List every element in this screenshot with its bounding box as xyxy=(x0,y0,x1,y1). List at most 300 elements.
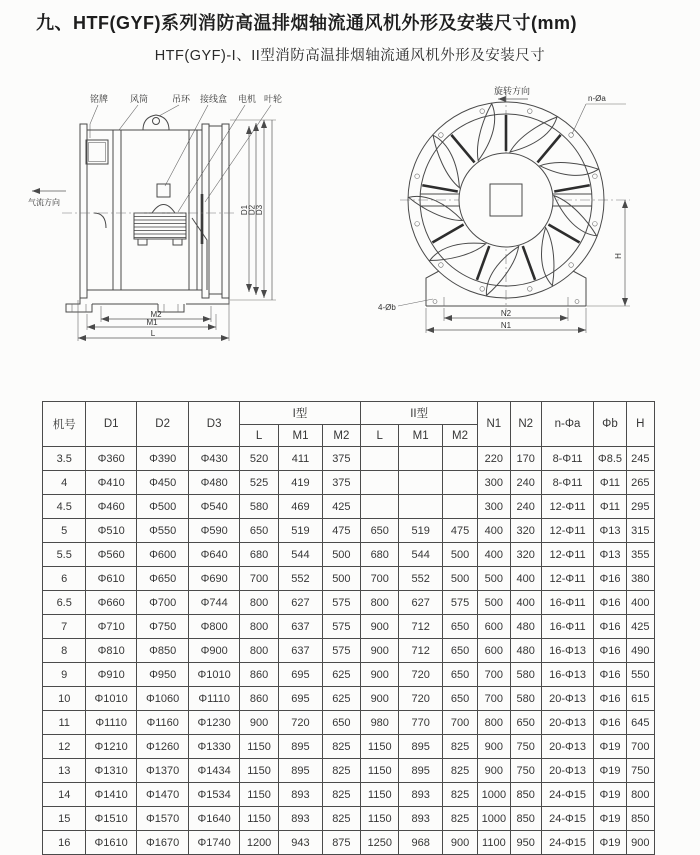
table-cell: 5 xyxy=(43,519,86,543)
table-cell: 800 xyxy=(478,711,510,735)
table-cell: 637 xyxy=(279,639,322,663)
table-cell xyxy=(399,447,442,471)
table-cell: 500 xyxy=(442,567,477,591)
table-cell: Φ19 xyxy=(594,807,626,831)
table-cell: Φ1110 xyxy=(189,687,239,711)
table-cell: Φ510 xyxy=(86,519,136,543)
table-cell: 519 xyxy=(279,519,322,543)
table-cell: 552 xyxy=(399,567,442,591)
header-l-1: L xyxy=(239,425,278,447)
table-cell: 1150 xyxy=(239,759,278,783)
table-cell: 475 xyxy=(442,519,477,543)
table-cell: Φ600 xyxy=(136,543,189,567)
table-cell: 893 xyxy=(399,807,442,831)
table-cell: Φ650 xyxy=(136,567,189,591)
table-cell: 650 xyxy=(361,519,399,543)
table-cell: Φ1570 xyxy=(136,807,189,831)
label-impeller: 叶轮 xyxy=(264,94,283,104)
table-cell: Φ540 xyxy=(189,495,239,519)
table-cell: 240 xyxy=(510,471,541,495)
table-cell: Φ750 xyxy=(136,615,189,639)
table-cell: Φ13 xyxy=(594,543,626,567)
table-cell: 900 xyxy=(361,639,399,663)
table-cell: 825 xyxy=(322,735,360,759)
dimension-table xyxy=(42,401,655,855)
table-cell: Φ460 xyxy=(86,495,136,519)
header-m2-1: M2 xyxy=(322,425,360,447)
table-cell: 320 xyxy=(510,543,541,567)
table-cell: 1200 xyxy=(239,831,278,855)
table-row xyxy=(43,567,655,591)
table-cell: Φ910 xyxy=(86,663,136,687)
table-cell xyxy=(361,471,399,495)
table-cell: 750 xyxy=(510,735,541,759)
table-cell: 1100 xyxy=(478,831,510,855)
table-cell: 627 xyxy=(399,591,442,615)
table-cell: 16-Φ11 xyxy=(541,591,594,615)
table-cell: 519 xyxy=(399,519,442,543)
table-cell: Φ660 xyxy=(86,591,136,615)
table-cell: Φ560 xyxy=(86,543,136,567)
table-cell: Φ710 xyxy=(86,615,136,639)
table-cell: 16-Φ13 xyxy=(541,663,594,687)
table-cell xyxy=(442,495,477,519)
table-body xyxy=(43,447,655,855)
table-row xyxy=(43,711,655,735)
mounting-feet xyxy=(66,298,229,312)
table-cell: 1150 xyxy=(239,783,278,807)
table-cell: 4 xyxy=(43,471,86,495)
dim-n2: N2 xyxy=(500,309,512,318)
table-cell: 645 xyxy=(626,711,654,735)
table-cell: 750 xyxy=(510,759,541,783)
table-cell: 24-Φ15 xyxy=(541,831,594,855)
table-cell: 6.5 xyxy=(43,591,86,615)
table-cell: 580 xyxy=(510,663,541,687)
header-m2-2: M2 xyxy=(442,425,477,447)
table-cell: Φ1230 xyxy=(189,711,239,735)
label-casing: 风筒 xyxy=(130,94,149,104)
table-cell: 895 xyxy=(399,759,442,783)
table-cell: 500 xyxy=(478,567,510,591)
table-cell: Φ390 xyxy=(136,447,189,471)
header-na: n-Φa xyxy=(541,402,594,447)
table-cell: 800 xyxy=(361,591,399,615)
table-cell: 1150 xyxy=(239,735,278,759)
table-cell: 16 xyxy=(43,831,86,855)
nameplate xyxy=(86,140,108,164)
table-cell: 7 xyxy=(43,615,86,639)
table-cell: 6 xyxy=(43,567,86,591)
table-cell: 1150 xyxy=(361,807,399,831)
table-cell: 300 xyxy=(478,471,510,495)
table-cell: 900 xyxy=(478,735,510,759)
page-title: 九、HTF(GYF)系列消防高温排烟轴流通风机外形及安装尺寸(mm) xyxy=(36,13,577,33)
table-cell: 950 xyxy=(510,831,541,855)
table-cell: 700 xyxy=(361,567,399,591)
table-cell: Φ11 xyxy=(594,495,626,519)
table-cell: Φ1010 xyxy=(189,663,239,687)
table-cell: Φ1010 xyxy=(86,687,136,711)
table-cell: 650 xyxy=(510,711,541,735)
table-cell: Φ11 xyxy=(594,471,626,495)
table-row xyxy=(43,831,655,855)
table-cell: 375 xyxy=(322,471,360,495)
table-cell: 1000 xyxy=(478,807,510,831)
table-cell: 500 xyxy=(442,543,477,567)
table-cell: 575 xyxy=(442,591,477,615)
table-cell: 850 xyxy=(510,783,541,807)
dim-n1: N1 xyxy=(500,321,512,330)
table-cell: 375 xyxy=(322,447,360,471)
table-cell: Φ1640 xyxy=(189,807,239,831)
table-cell: 10 xyxy=(43,687,86,711)
table-cell: Φ16 xyxy=(594,711,626,735)
header-d2: D2 xyxy=(136,402,189,447)
table-row xyxy=(43,663,655,687)
table-cell: 400 xyxy=(510,591,541,615)
table-cell: 850 xyxy=(626,807,654,831)
table-cell: 695 xyxy=(279,663,322,687)
header-n2: N2 xyxy=(510,402,541,447)
table-cell: 8 xyxy=(43,639,86,663)
rotation-direction xyxy=(494,85,530,99)
table-cell: 627 xyxy=(279,591,322,615)
drawing-caption: HTF(GYF)-I、II型消防高温排烟轴流通风机外形及安装尺寸 xyxy=(154,48,546,64)
table-cell: Φ16 xyxy=(594,567,626,591)
table-cell xyxy=(399,471,442,495)
table-cell: 419 xyxy=(279,471,322,495)
table-cell: 720 xyxy=(279,711,322,735)
table-cell: 968 xyxy=(399,831,442,855)
motor xyxy=(134,213,186,245)
table-cell: Φ1160 xyxy=(136,711,189,735)
header-l-2: L xyxy=(361,425,399,447)
table-cell: 650 xyxy=(442,615,477,639)
junction-box xyxy=(157,184,170,197)
table-cell: Φ810 xyxy=(86,639,136,663)
table-cell: 400 xyxy=(478,519,510,543)
table-cell: Φ16 xyxy=(594,687,626,711)
table-cell: 5.5 xyxy=(43,543,86,567)
table-cell: Φ1740 xyxy=(189,831,239,855)
table-cell: 800 xyxy=(239,615,278,639)
label-lifting-ring: 吊环 xyxy=(172,94,191,104)
table-cell: 712 xyxy=(399,639,442,663)
table-cell: Φ450 xyxy=(136,471,189,495)
base-dimensions xyxy=(426,308,586,333)
table-cell: 700 xyxy=(442,711,477,735)
table-cell: 265 xyxy=(626,471,654,495)
table-cell: 8-Φ11 xyxy=(541,471,594,495)
table-cell: 4.5 xyxy=(43,495,86,519)
table-row xyxy=(43,615,655,639)
table-cell: 860 xyxy=(239,663,278,687)
table-cell: 712 xyxy=(399,615,442,639)
dimension-table-wrap xyxy=(42,401,655,855)
lifting-ring xyxy=(153,118,160,125)
table-cell: 900 xyxy=(361,687,399,711)
table-row xyxy=(43,519,655,543)
table-cell: 425 xyxy=(322,495,360,519)
airflow-direction xyxy=(28,191,66,207)
table-cell: Φ1470 xyxy=(136,783,189,807)
table-cell: 650 xyxy=(442,663,477,687)
side-view-drawing xyxy=(26,86,340,360)
rotation-label: 旋转方向 xyxy=(493,86,531,96)
table-cell: 680 xyxy=(239,543,278,567)
table-cell: 825 xyxy=(442,759,477,783)
table-cell: 720 xyxy=(399,663,442,687)
table-cell: 12-Φ11 xyxy=(541,567,594,591)
table-cell: 20-Φ13 xyxy=(541,759,594,783)
header-d1: D1 xyxy=(86,402,136,447)
table-cell: 1150 xyxy=(361,735,399,759)
table-cell: 170 xyxy=(510,447,541,471)
table-cell: 825 xyxy=(322,759,360,783)
table-cell: 575 xyxy=(322,615,360,639)
table-cell: 15 xyxy=(43,807,86,831)
table-cell: Φ1534 xyxy=(189,783,239,807)
table-cell: 295 xyxy=(626,495,654,519)
table-cell: 550 xyxy=(626,663,654,687)
table-cell: 850 xyxy=(510,807,541,831)
table-cell: 943 xyxy=(279,831,322,855)
table-cell: 615 xyxy=(626,687,654,711)
header-m1-2: M1 xyxy=(399,425,442,447)
table-cell: Φ19 xyxy=(594,759,626,783)
label-junction-box: 接线盒 xyxy=(200,94,228,104)
table-cell: 650 xyxy=(239,519,278,543)
table-row xyxy=(43,807,655,831)
table-cell: Φ8.5 xyxy=(594,447,626,471)
table-cell: 700 xyxy=(626,735,654,759)
flange-holes-callout xyxy=(572,94,626,134)
table-cell: 825 xyxy=(442,783,477,807)
table-cell: 240 xyxy=(510,495,541,519)
table-cell: Φ16 xyxy=(594,615,626,639)
table-cell: 575 xyxy=(322,639,360,663)
table-cell: 825 xyxy=(322,783,360,807)
table-cell: 900 xyxy=(361,615,399,639)
table-cell: 895 xyxy=(279,735,322,759)
table-row xyxy=(43,687,655,711)
table-cell: 800 xyxy=(239,591,278,615)
table-cell: 480 xyxy=(510,639,541,663)
table-cell: 20-Φ13 xyxy=(541,687,594,711)
table-cell: Φ19 xyxy=(594,735,626,759)
dim-m2: M2 xyxy=(150,310,162,319)
table-row xyxy=(43,639,655,663)
table-cell xyxy=(361,447,399,471)
table-cell: 600 xyxy=(478,639,510,663)
table-cell: 12-Φ11 xyxy=(541,519,594,543)
table-cell: Φ500 xyxy=(136,495,189,519)
dim-l: L xyxy=(150,329,156,338)
foot-bolt-hole xyxy=(433,300,437,304)
label-nameplate: 铭牌 xyxy=(90,94,109,104)
table-cell: Φ1310 xyxy=(86,759,136,783)
table-cell: Φ1260 xyxy=(136,735,189,759)
table-cell: 525 xyxy=(239,471,278,495)
table-cell xyxy=(399,495,442,519)
side-view-part-labels xyxy=(90,93,282,212)
table-cell: Φ360 xyxy=(86,447,136,471)
table-cell: 520 xyxy=(239,447,278,471)
table-cell: 1150 xyxy=(361,759,399,783)
table-cell: 9 xyxy=(43,663,86,687)
table-cell: Φ1410 xyxy=(86,783,136,807)
table-cell: 900 xyxy=(442,831,477,855)
table-cell: 825 xyxy=(442,807,477,831)
table-cell: Φ800 xyxy=(189,615,239,639)
table-cell: 825 xyxy=(322,807,360,831)
table-cell: 380 xyxy=(626,567,654,591)
table-cell: 411 xyxy=(279,447,322,471)
diameter-dimensions xyxy=(230,120,276,300)
dim-d1: D1 xyxy=(240,204,249,216)
table-cell: 12-Φ11 xyxy=(541,495,594,519)
table-cell: Φ690 xyxy=(189,567,239,591)
table-cell: 24-Φ15 xyxy=(541,807,594,831)
table-cell: 500 xyxy=(322,567,360,591)
table-cell: 355 xyxy=(626,543,654,567)
table-cell: Φ640 xyxy=(189,543,239,567)
table-cell: Φ744 xyxy=(189,591,239,615)
table-cell: 625 xyxy=(322,687,360,711)
table-cell: 544 xyxy=(399,543,442,567)
header-d3: D3 xyxy=(189,402,239,447)
table-cell: Φ1110 xyxy=(86,711,136,735)
table-cell: 20-Φ13 xyxy=(541,711,594,735)
table-cell: Φ16 xyxy=(594,663,626,687)
table-cell: 625 xyxy=(322,663,360,687)
table-cell: 650 xyxy=(442,687,477,711)
table-cell: Φ19 xyxy=(594,783,626,807)
table-cell: 500 xyxy=(478,591,510,615)
table-cell: 14 xyxy=(43,783,86,807)
table-cell: 893 xyxy=(279,807,322,831)
front-view-drawing xyxy=(378,84,698,358)
table-cell: 480 xyxy=(510,615,541,639)
table-cell: Φ16 xyxy=(594,591,626,615)
hub xyxy=(459,153,553,247)
table-cell: 1150 xyxy=(361,783,399,807)
table-cell: 469 xyxy=(279,495,322,519)
table-cell: 900 xyxy=(478,759,510,783)
table-cell: 637 xyxy=(279,615,322,639)
table-cell: 16-Φ11 xyxy=(541,615,594,639)
header-h: H xyxy=(626,402,654,447)
table-cell: 425 xyxy=(626,615,654,639)
foot-bolt-hole xyxy=(575,300,579,304)
header-n1: N1 xyxy=(478,402,510,447)
header-m1-1: M1 xyxy=(279,425,322,447)
table-cell: 720 xyxy=(399,687,442,711)
table-cell: Φ1210 xyxy=(86,735,136,759)
table-cell: 24-Φ15 xyxy=(541,783,594,807)
table-row xyxy=(43,783,655,807)
table-cell: 20-Φ13 xyxy=(541,735,594,759)
table-cell: Φ1510 xyxy=(86,807,136,831)
header-phib: Φb xyxy=(594,402,626,447)
table-cell: Φ1330 xyxy=(189,735,239,759)
dim-h: H xyxy=(614,253,623,259)
table-cell: Φ1610 xyxy=(86,831,136,855)
table-cell: 980 xyxy=(361,711,399,735)
table-cell: 700 xyxy=(478,663,510,687)
table-cell: Φ13 xyxy=(594,519,626,543)
header-model: 机号 xyxy=(43,402,86,447)
table-cell: Φ900 xyxy=(189,639,239,663)
table-cell: Φ1670 xyxy=(136,831,189,855)
table-cell: 12 xyxy=(43,735,86,759)
table-cell: 400 xyxy=(626,591,654,615)
table-cell xyxy=(442,471,477,495)
table-cell: 650 xyxy=(322,711,360,735)
table-cell: 220 xyxy=(478,447,510,471)
table-cell: Φ480 xyxy=(189,471,239,495)
table-cell: 825 xyxy=(442,735,477,759)
table-cell xyxy=(442,447,477,471)
flange-holes-label: n-Øa xyxy=(588,94,606,103)
table-cell: Φ1060 xyxy=(136,687,189,711)
table-cell: 11 xyxy=(43,711,86,735)
table-cell: 12-Φ11 xyxy=(541,543,594,567)
table-cell: 300 xyxy=(478,495,510,519)
table-cell: Φ610 xyxy=(86,567,136,591)
table-cell: Φ700 xyxy=(136,591,189,615)
table-cell: 475 xyxy=(322,519,360,543)
table-cell: 700 xyxy=(239,567,278,591)
table-cell: Φ850 xyxy=(136,639,189,663)
table-row xyxy=(43,735,655,759)
table-cell: Φ590 xyxy=(189,519,239,543)
table-cell: 900 xyxy=(361,663,399,687)
table-cell: 770 xyxy=(399,711,442,735)
table-cell: 3.5 xyxy=(43,447,86,471)
fan-casing xyxy=(62,115,234,312)
label-motor: 电机 xyxy=(238,94,257,104)
table-cell: Φ950 xyxy=(136,663,189,687)
table-cell: 600 xyxy=(478,615,510,639)
table-cell: Φ1434 xyxy=(189,759,239,783)
table-row xyxy=(43,759,655,783)
header-type1: I型 xyxy=(239,402,360,425)
table-cell: 680 xyxy=(361,543,399,567)
table-cell: 900 xyxy=(239,711,278,735)
table-cell: Φ16 xyxy=(594,639,626,663)
table-cell: 575 xyxy=(322,591,360,615)
table-cell: 544 xyxy=(279,543,322,567)
table-cell: 580 xyxy=(510,687,541,711)
table-cell: Φ410 xyxy=(86,471,136,495)
table-cell: Φ1370 xyxy=(136,759,189,783)
table-cell: 893 xyxy=(399,783,442,807)
table-cell: Φ19 xyxy=(594,831,626,855)
table-cell: 650 xyxy=(442,639,477,663)
table-row xyxy=(43,591,655,615)
table-cell: 13 xyxy=(43,759,86,783)
table-cell: 500 xyxy=(322,543,360,567)
length-dimensions xyxy=(78,300,229,341)
table-row xyxy=(43,495,655,519)
foot-holes-callout xyxy=(378,299,433,312)
table-cell: 1000 xyxy=(478,783,510,807)
table-cell: 750 xyxy=(626,759,654,783)
table-cell: 695 xyxy=(279,687,322,711)
table-cell: 800 xyxy=(626,783,654,807)
